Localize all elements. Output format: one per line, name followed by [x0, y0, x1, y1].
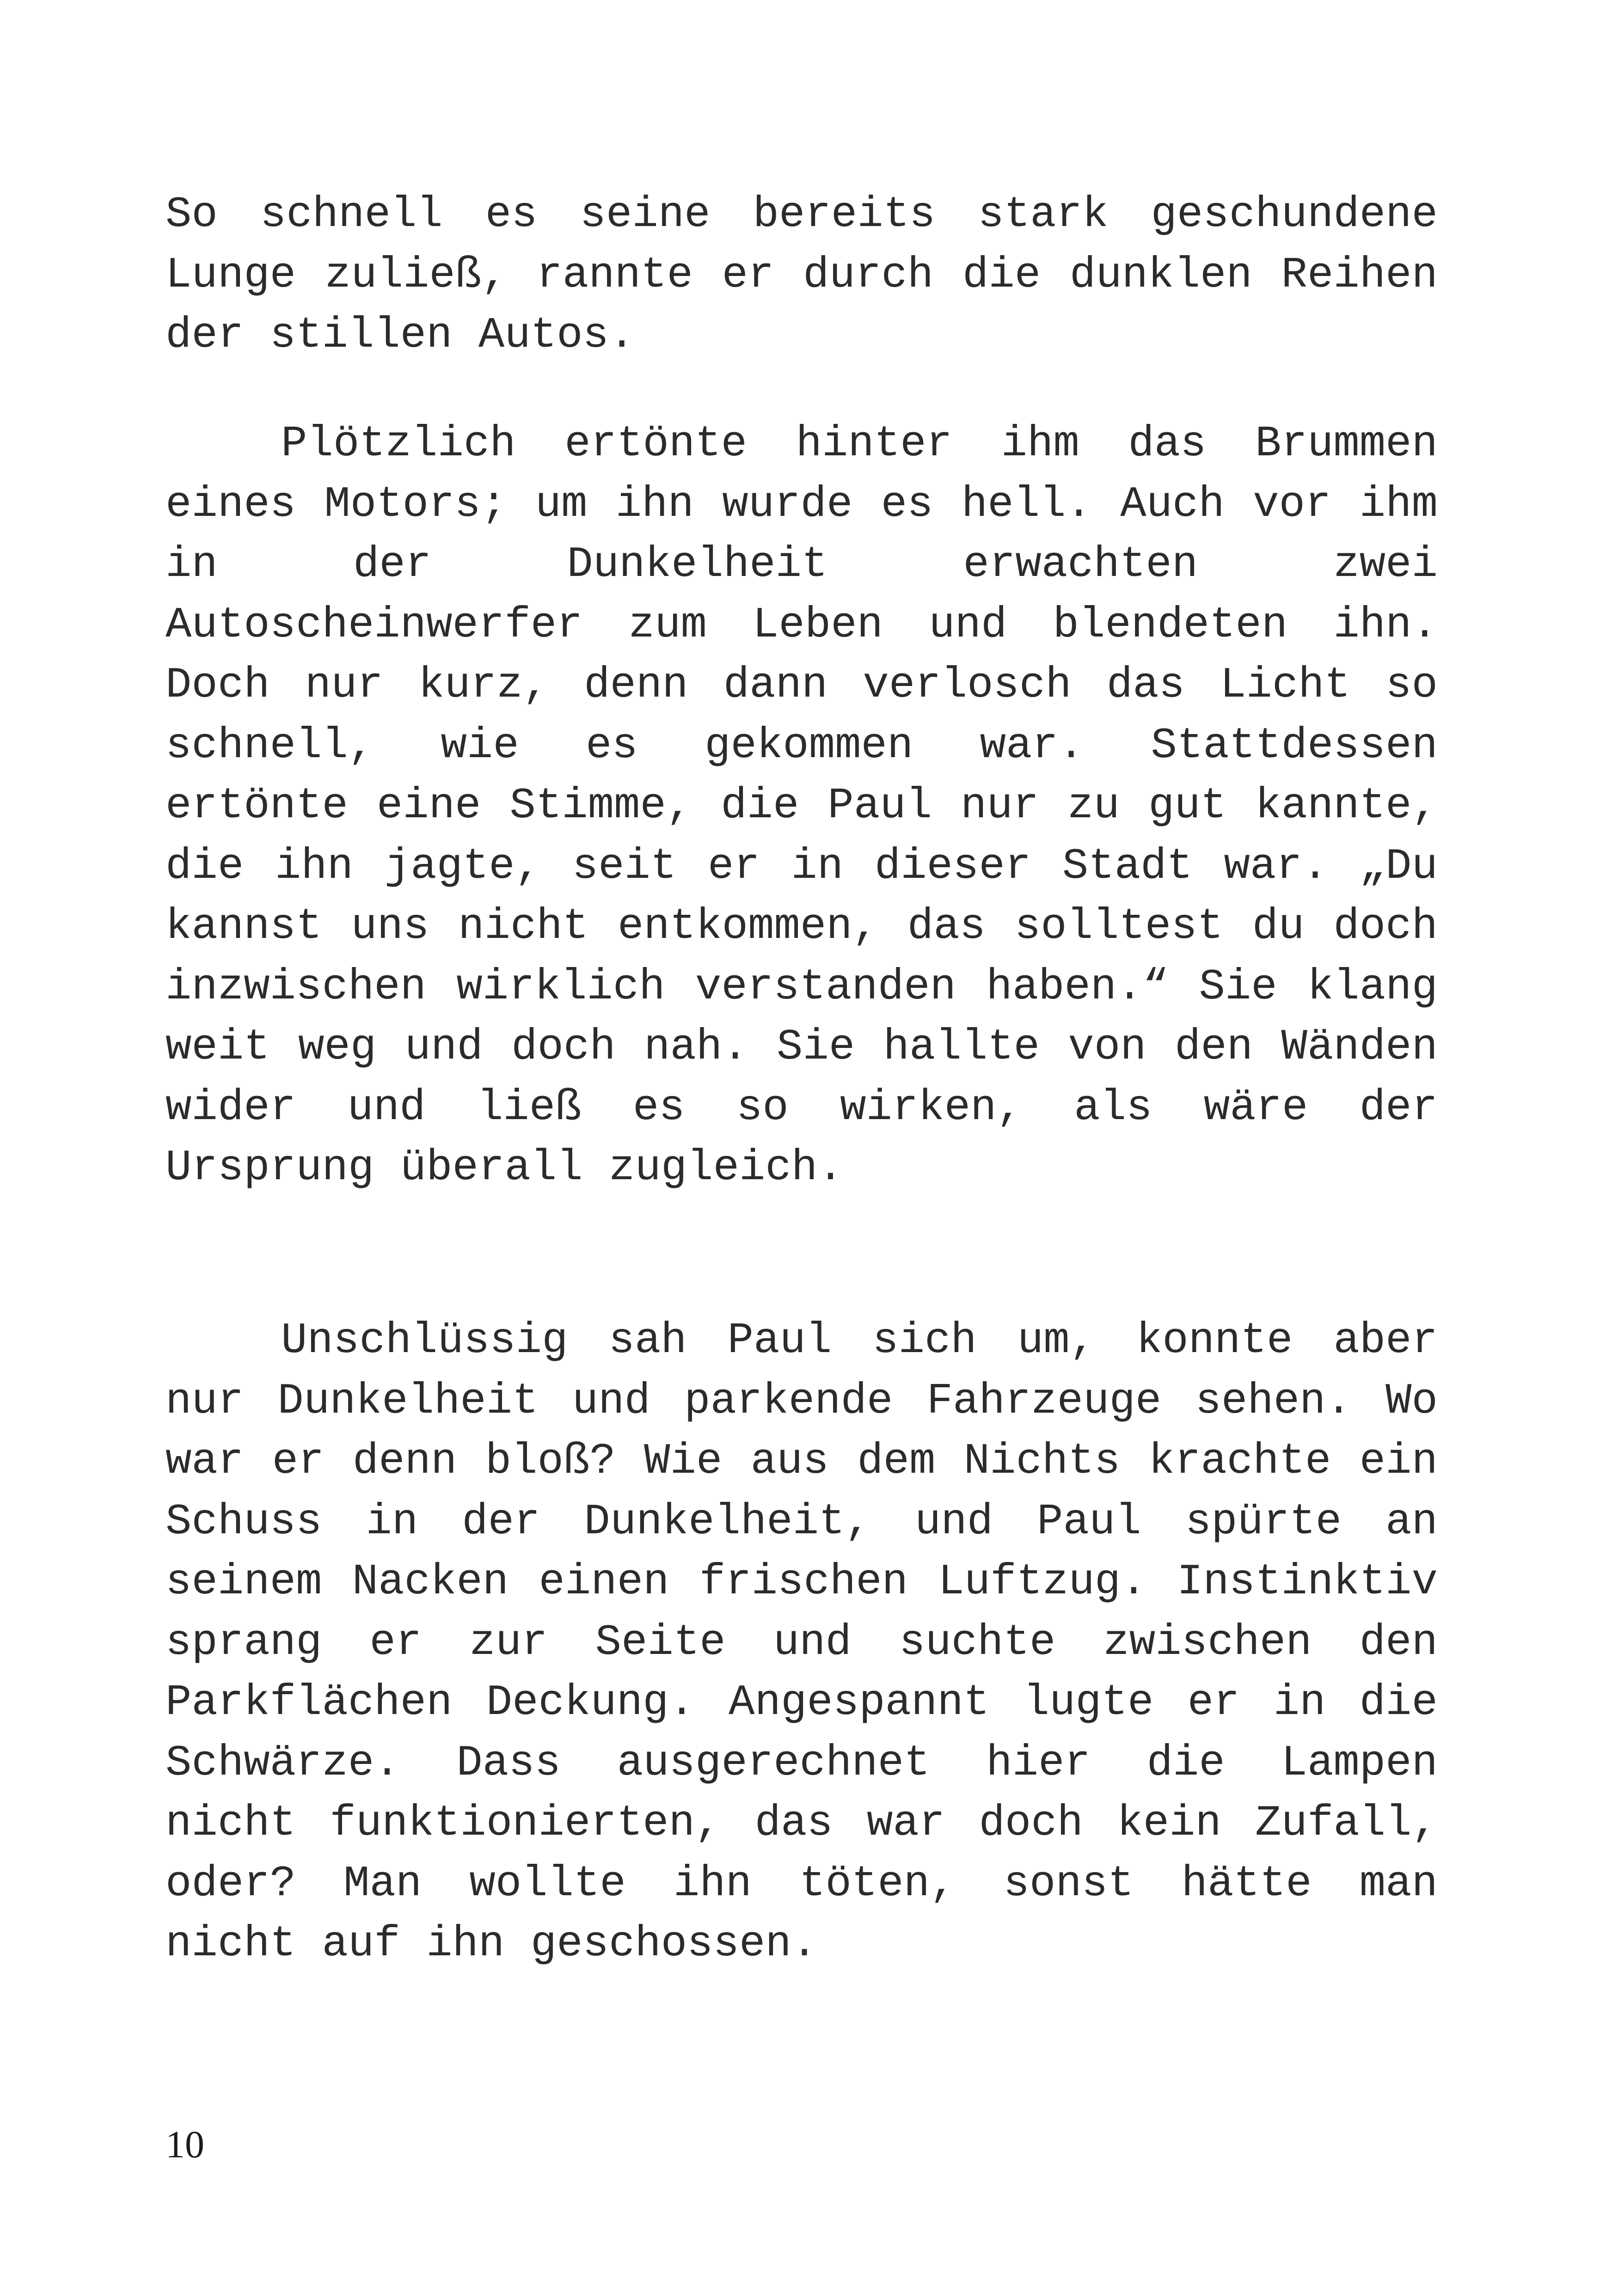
paragraph-1: So schnell es seine bereits stark geschundene Lunge zuließ, rannte er durch die dunklen Reihen der stillen Autos. — [165, 190, 1438, 360]
paragraph-3: Unschlüssig sah Paul sich um, konnte aber nur Dunkelheit und parkende Fahrzeuge sehen. Wo war er denn bloß? Wie aus dem Nichts krachte ein Schuss in der Dunkelheit, und Paul spürte an seinem Nacken einen frischen Luftzug. Instinktiv sprang er zur Seite und suchte zwischen den Parkflächen Deckung. Angespannt lugte er in die Schwärze. Dass ausgerechnet hier die Lampen nicht funktionierten, das war doch kein Zufall, oder? Man wollte ihn töten, sonst hätte man nicht auf ihn geschossen. — [165, 1316, 1438, 1969]
paragraph-2: Plötzlich ertönte hinter ihm das Brummen eines Motors; um ihn wurde es hell. Auch vor ihm in der Dunkelheit erwachten zwei Autoscheinwerfer zum Leben und blendeten ihn. Doch nur kurz, denn dann verlosch das Licht so schnell, wie es gekommen war. Stattdessen ertönte eine Stimme, die Paul nur zu gut kannte, die ihn jagte, seit er in dieser Stadt war. „Du kannst uns nicht entkommen, das solltest du doch inzwischen wirklich verstanden haben.“ Sie klang weit weg und doch nah. Sie hallte von den Wänden wider und ließ es so wirken, als wäre der Ursprung überall zugleich. — [165, 420, 1438, 1193]
page-number: 10 — [165, 2123, 204, 2166]
